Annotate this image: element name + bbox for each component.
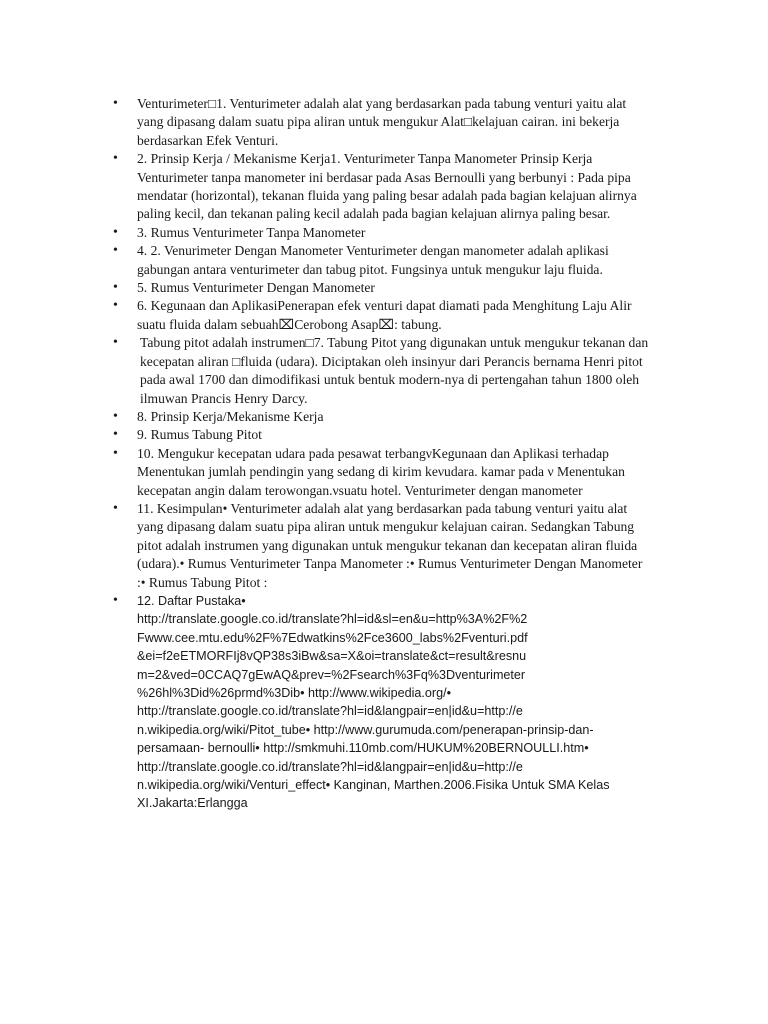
list-item [113, 334, 653, 408]
item-4-text: • 4. 2. Venurimeter Dengan Manometer Venturimeter dengan manometer adalah aplikasi gabungan antara venturimeter dan tabug pitot. Fungsinya untuk mengukur laju fluida. [137, 243, 609, 277]
list-item [113, 279, 653, 297]
bullet-list [113, 95, 653, 813]
item-2-text: • 2. Prinsip Kerja / Mekanisme Kerja1. Venturimeter Tanpa Manometer Prinsip Kerja Venturimeter tanpa manometer ini berdasar pada Asas Bernoulli yang berbunyi : Pada pipa mendatar (horizontal), tekanan fluida yang paling besar adalah pada bagian kelajuan alirnya paling kecil, dan tekanan paling kecil adalah pada bagian kelajuan alirnya paling besar. [137, 151, 637, 222]
item-5-text: • 5. Rumus Venturimeter Dengan Manometer [137, 280, 375, 296]
item-7-text: • Tabung pitot adalah instrumen□7. Tabung Pitot yang digunakan untuk mengukur tekanan dan kecepatan aliran □fluida (udara). Diciptakan oleh insinyur dari Perancis bernama Henri pitot pada awal 1700 dan dimodifikasi untuk bentuk modern-nya di pertengahan tahun 1800 oleh ilmuwan Prancis Henry Darcy. [140, 335, 649, 406]
reference-line: m=2&ved=0CCAQ7gEwAQ&prev=%2Fsearch%3Fq%3Dventurimeter [137, 667, 526, 682]
reference-line: %26hl%3Did%26prmd%3Dib• http://www.wikipedia.org/• [137, 686, 452, 700]
list-item [113, 150, 653, 224]
item-11-text: • 11. Kesimpulan• Venturimeter adalah alat yang berdasarkan pada tabung venturi yaitu alat yang dipasang dalam suatu pipa aliran untuk mengukur kelajuan cairan. Sedangkan Tabung pitot adalah instrumen yang digunakan untuk mengukur tekanan dan kecepatan aliran fluida (udara).• Rumus Venturimeter Tanpa Manometer :• Rumus Venturimeter Dengan Manometer :• Rumus Tabung Pitot : [137, 500, 643, 590]
list-item [113, 242, 653, 279]
item-6-text: • 6. Kegunaan dan AplikasiPenerapan efek venturi dapat diamati pada Menghitung Laju Alir suatu fluida dalam sebuah⌧Cerobong Asap⌧: tabung. [137, 298, 632, 332]
reference-line: http://translate.google.co.id/translate?hl=id&sl=en&u=http%3A%2F%2 [137, 612, 528, 627]
list-item [113, 408, 653, 426]
item-10-text: • 10. Mengukur kecepatan udara pada pesawat terbangνKegunaan dan Aplikasi terhadap Menentukan jumlah pendingin yang sedang di kirim keνudara. kamar pada ν Menentukan kecepatan angin dalam terowongan.νsuatu hotel. Venturimeter dengan manometer [137, 445, 625, 498]
reference-line: n.wikipedia.org/wiki/Venturi_effect• Kanginan, Marthen.2006.Fisika Untuk SMA Kelas [137, 778, 610, 793]
list-item [113, 95, 653, 150]
references-item [113, 592, 653, 813]
reference-line: Fwww.cee.mtu.edu%2F%7Edwatkins%2Fce3600_labs%2Fventuri.pdf [137, 630, 528, 645]
list-item [113, 500, 653, 592]
reference-line: http://translate.google.co.id/translate?hl=id&langpair=en|id&u=http://e [137, 759, 523, 774]
list-item [113, 426, 653, 444]
reference-line: http://translate.google.co.id/translate?hl=id&langpair=en|id&u=http://e [137, 704, 523, 719]
reference-line: n.wikipedia.org/wiki/Pitot_tube• http://www.gurumuda.com/penerapan-prinsip-dan- [137, 722, 594, 737]
list-item [113, 445, 653, 500]
list-item [113, 224, 653, 242]
references-heading: • 12. Daftar Pustaka• [137, 593, 246, 608]
item-1-text: • Venturimeter□1. Venturimeter adalah alat yang berdasarkan pada tabung venturi yaitu alat yang dipasang dalam suatu pipa aliran untuk mengukur Alat□kelajuan cairan. ini bekerja berdasarkan Efek Venturi. [137, 96, 627, 148]
item-9-text: • 9. Rumus Tabung Pitot [137, 427, 262, 443]
reference-line: persamaan- bernoulli• http://smkmuhi.110mb.com/HUKUM%20BERNOULLI.htm• [137, 741, 589, 756]
list-item [113, 297, 653, 334]
reference-line: XI.Jakarta:Erlangga [137, 796, 248, 811]
item-8-text: • 8. Prinsip Kerja/Mekanisme Kerja [137, 408, 324, 424]
reference-line: &ei=f2eETMORFIj8vQP38s3iBw&sa=X&oi=translate&ct=result&resnu [137, 649, 527, 664]
item-3-text: • 3. Rumus Venturimeter Tanpa Manometer [137, 224, 366, 240]
